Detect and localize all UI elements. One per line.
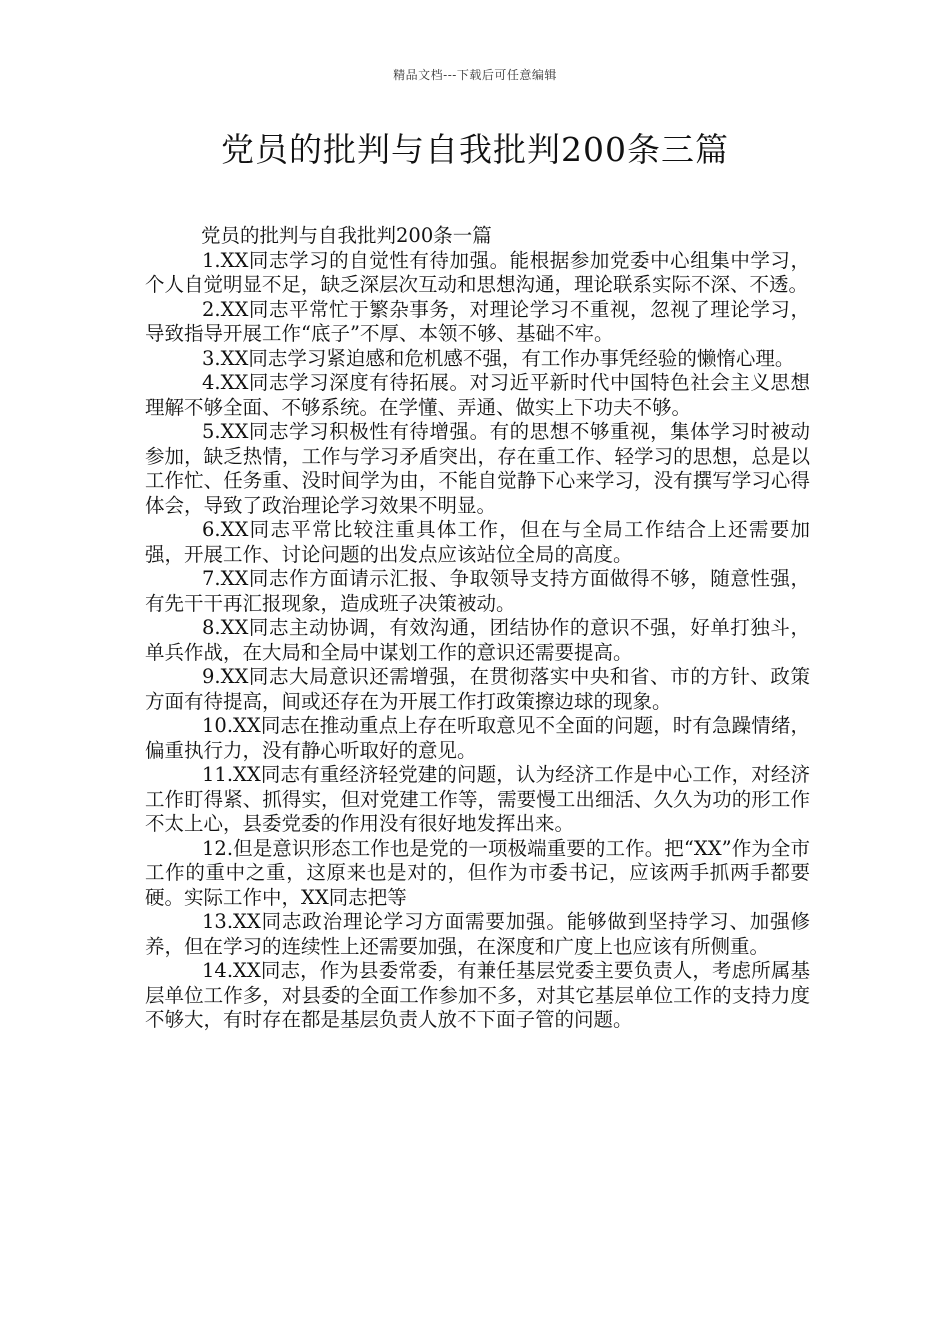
page-header-note: 精品文档---下载后可任意编辑 [393,68,557,82]
paragraph-3: 3.XX同志学习紧迫感和危机感不强，有工作办事凭经验的懒惰心理。 [202,346,795,370]
paragraph-8: 8.XX同志主动协调，有效沟通，团结协作的意识不强，好单打独斗，单兵作战，在大局和全局中谋划工作的意识还需要提高。 [145,616,810,664]
section-subtitle: 党员的批判与自我批判200条一篇 [201,224,492,247]
paragraph-11: 11.XX同志有重经济轻党建的问题，认为经济工作是中心工作，对经济工作盯得紧、抓得实，但对党建工作等，需要慢工出细活、久久为功的形工作不太上心，县委党委的作用没有很好地发挥出来。 [145,763,810,835]
paragraph-9: 9.XX同志大局意识还需增强，在贯彻落实中央和省、市的方针、政策方面有待提高，间或还存在为开展工作打政策擦边球的现象。 [145,665,810,713]
document-title: 党员的批判与自我批判200条三篇 [221,130,729,169]
document-body [145,224,810,1033]
paragraph-1: 1.XX同志学习的自觉性有待加强。能根据参加党委中心组集中学习，个人自觉明显不足，缺乏深层次互动和思想沟通，理论联系实际不深、不透。 [145,248,810,296]
paragraph-7: 7.XX同志作方面请示汇报、争取领导支持方面做得不够，随意性强，有先干干再汇报现象，造成班子决策被动。 [145,567,810,615]
paragraph-13: 13.XX同志政治理论学习方面需要加强。能够做到坚持学习、加强修养，但在学习的连续性上还需要加强，在深度和广度上也应该有所侧重。 [145,910,810,958]
paragraph-10: 10.XX同志在推动重点上存在听取意见不全面的问题，时有急躁情绪，偏重执行力，没有静心听取好的意见。 [145,714,810,762]
paragraph-12: 12.但是意识形态工作也是党的一项极端重要的工作。把“XX”作为全市工作的重中之重，这原来也是对的，但作为市委书记，应该两手抓两手都要硬。实际工作中，XX同志把等 [145,836,810,909]
paragraph-5: 5.XX同志学习积极性有待增强。有的思想不够重视，集体学习时被动参加，缺乏热情，工作与学习矛盾突出，存在重工作、轻学习的思想，总是以工作忙、任务重、没时间学为由，不能自觉静下心来学习，没有撰写学习心得体会，导致了政治理论学习效果不明显。 [145,420,810,517]
paragraph-4: 4.XX同志学习深度有待拓展。对习近平新时代中国特色社会主义思想理解不够全面、不够系统。在学懂、弄通、做实上下功夫不够。 [145,371,810,419]
paragraph-2: 2.XX同志平常忙于繁杂事务，对理论学习不重视，忽视了理论学习，导致指导开展工作“底子”不厚、本领不够、基础不牢。 [145,297,810,345]
paragraph-14: 14.XX同志，作为县委常委，有兼任基层党委主要负责人，考虑所属基层单位工作多，对县委的全面工作参加不多，对其它基层单位工作的支持力度不够大，有时存在都是基层负责人放不下面子管的问题。 [145,959,810,1031]
paragraph-6: 6.XX同志平常比较注重具体工作，但在与全局工作结合上还需要加强，开展工作、讨论问题的出发点应该站位全局的高度。 [145,518,810,566]
